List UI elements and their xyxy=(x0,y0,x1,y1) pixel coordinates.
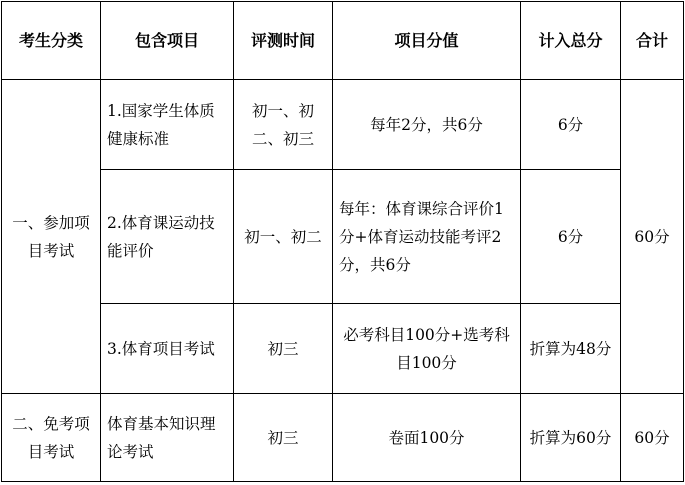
score-cell: 每年2分，共6分 xyxy=(333,80,521,170)
header-time: 评测时间 xyxy=(234,2,333,80)
header-total: 合计 xyxy=(621,2,684,80)
total-cell: 60分 xyxy=(621,394,684,482)
time-cell: 初一、初二 xyxy=(234,170,333,304)
project-cell: 3.体育项目考试 xyxy=(101,304,234,394)
score-cell: 每年：体育课综合评价1分+体育运动技能考评2分，共6分 xyxy=(333,170,521,304)
counted-cell: 折算为60分 xyxy=(521,394,621,482)
table-row xyxy=(2,80,684,170)
score-cell: 必考科目100分+选考科目100分 xyxy=(333,304,521,394)
project-cell: 1.国家学生体质健康标准 xyxy=(101,80,234,170)
header-score: 项目分值 xyxy=(333,2,521,80)
counted-cell: 折算为48分 xyxy=(521,304,621,394)
table-row xyxy=(2,394,684,482)
header-row xyxy=(2,2,684,80)
time-cell: 初三 xyxy=(234,394,333,482)
header-project: 包含项目 xyxy=(101,2,234,80)
table-row xyxy=(2,304,684,394)
total-cell: 60分 xyxy=(621,80,684,394)
header-counted: 计入总分 xyxy=(521,2,621,80)
time-cell: 初三 xyxy=(234,304,333,394)
project-cell: 体育基本知识理论考试 xyxy=(101,394,234,482)
score-table xyxy=(1,1,684,482)
score-cell: 卷面100分 xyxy=(333,394,521,482)
counted-cell: 6分 xyxy=(521,170,621,304)
category-cell: 一、参加项目考试 xyxy=(2,80,101,394)
header-category: 考生分类 xyxy=(2,2,101,80)
counted-cell: 6分 xyxy=(521,80,621,170)
category-cell: 二、免考项目考试 xyxy=(2,394,101,482)
time-cell: 初一、初二、初三 xyxy=(234,80,333,170)
table-row xyxy=(2,170,684,304)
project-cell: 2.体育课运动技能评价 xyxy=(101,170,234,304)
